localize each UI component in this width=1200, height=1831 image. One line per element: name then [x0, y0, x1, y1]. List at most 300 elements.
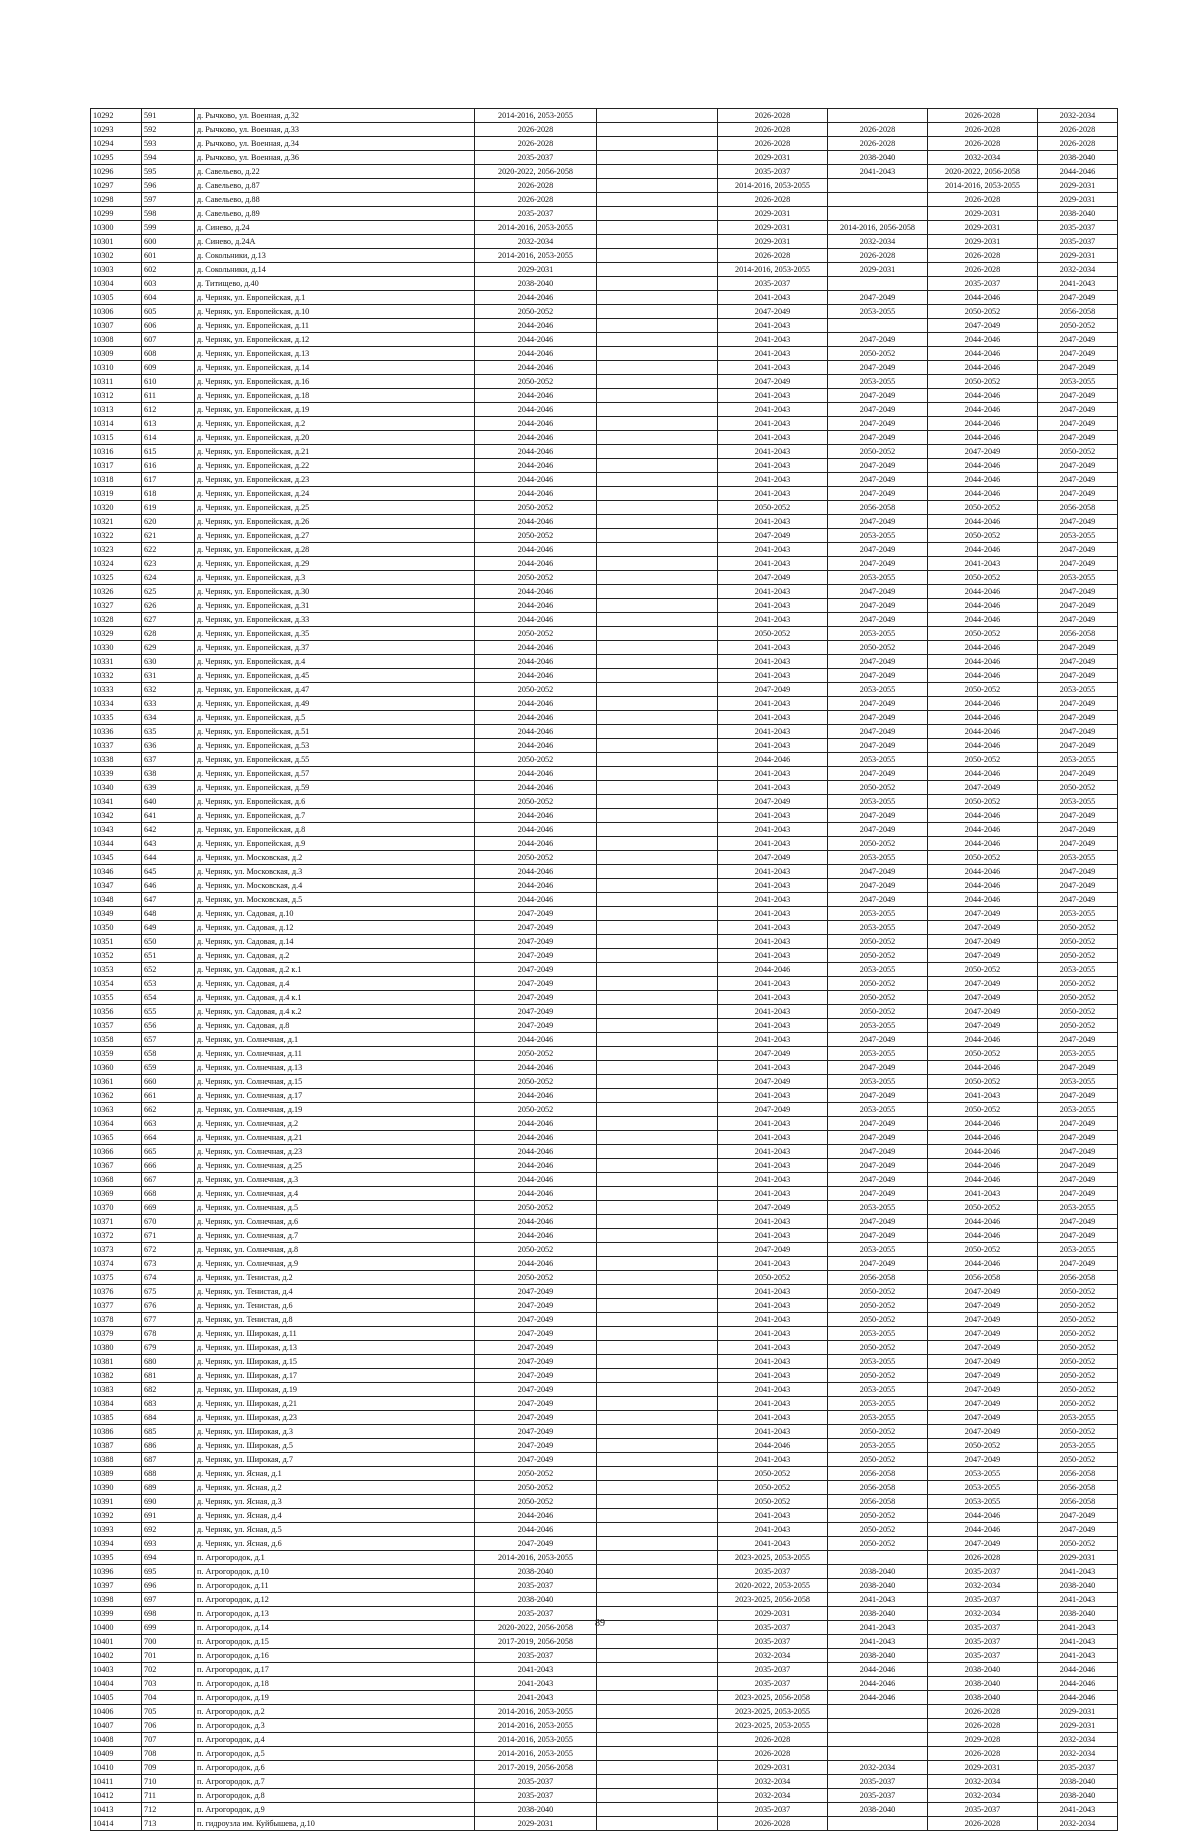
period-col-3-cell: 2047-2049: [828, 865, 928, 879]
period-col-5-cell: 2047-2049: [1038, 655, 1118, 669]
period-col-4-cell: 2041-2043: [928, 1187, 1038, 1201]
period-col-2-cell: 2041-2043: [718, 1523, 828, 1537]
period-col-4-cell: 2044-2046: [928, 669, 1038, 683]
address-cell: д. Черняк, ул. Европейская, д.1: [195, 291, 475, 305]
period-col-5-cell: 2056-2058: [1038, 1467, 1118, 1481]
period-col-3-cell: 2047-2049: [828, 823, 928, 837]
period-col-5-cell: 2047-2049: [1038, 1215, 1118, 1229]
period-col-4-cell: 2047-2049: [928, 1019, 1038, 1033]
row-id-cell: 10325: [91, 571, 142, 585]
empty-cell: [597, 1803, 718, 1817]
period-col-4-cell: 2026-2028: [928, 1747, 1038, 1761]
row-number-cell: 660: [142, 1075, 195, 1089]
row-number-cell: 687: [142, 1453, 195, 1467]
period-col-2-cell: 2041-2043: [718, 1425, 828, 1439]
row-number-cell: 692: [142, 1523, 195, 1537]
period-col-4-cell: 2047-2049: [928, 1453, 1038, 1467]
period-col-4-cell: 2026-2028: [928, 263, 1038, 277]
address-cell: д. Черняк, ул. Московская, д.5: [195, 893, 475, 907]
table-row: [91, 739, 1118, 753]
period-col-2-cell: 2041-2043: [718, 613, 828, 627]
period-col-3-cell: 2035-2037: [828, 1775, 928, 1789]
address-cell: д. Черняк, ул. Ясная, д.2: [195, 1481, 475, 1495]
period-col-5-cell: 2026-2028: [1038, 123, 1118, 137]
row-number-cell: 611: [142, 389, 195, 403]
row-number-cell: 659: [142, 1061, 195, 1075]
period-col-3-cell: 2047-2049: [828, 599, 928, 613]
period-col-5-cell: 2053-2055: [1038, 1103, 1118, 1117]
empty-cell: [597, 263, 718, 277]
period-col-5-cell: 2029-2031: [1038, 179, 1118, 193]
row-id-cell: 10349: [91, 907, 142, 921]
row-number-cell: 686: [142, 1439, 195, 1453]
period-col-5-cell: 2041-2043: [1038, 1803, 1118, 1817]
period-col-4-cell: 2047-2049: [928, 1313, 1038, 1327]
empty-cell: [597, 1425, 718, 1439]
period-col-1-cell: 2050-2052: [475, 375, 597, 389]
row-number-cell: 641: [142, 809, 195, 823]
row-id-cell: 10399: [91, 1607, 142, 1621]
table-row: [91, 809, 1118, 823]
period-col-2-cell: 2047-2049: [718, 851, 828, 865]
empty-cell: [597, 109, 718, 123]
empty-cell: [597, 907, 718, 921]
table-row: [91, 1369, 1118, 1383]
period-col-1-cell: 2044-2046: [475, 403, 597, 417]
table-row: [91, 473, 1118, 487]
empty-cell: [597, 1453, 718, 1467]
row-number-cell: 670: [142, 1215, 195, 1229]
row-id-cell: 10354: [91, 977, 142, 991]
period-col-2-cell: 2041-2043: [718, 767, 828, 781]
address-cell: п. Агрогородок, д.7: [195, 1775, 475, 1789]
address-cell: д. Титищево, д.40: [195, 277, 475, 291]
period-col-1-cell: 2041-2043: [475, 1691, 597, 1705]
address-cell: п. Агрогородок, д.9: [195, 1803, 475, 1817]
period-col-3-cell: 2041-2043: [828, 1635, 928, 1649]
row-number-cell: 695: [142, 1565, 195, 1579]
row-number-cell: 650: [142, 935, 195, 949]
period-col-5-cell: 2050-2052: [1038, 977, 1118, 991]
period-col-1-cell: 2044-2046: [475, 1033, 597, 1047]
row-id-cell: 10346: [91, 865, 142, 879]
empty-cell: [597, 683, 718, 697]
address-cell: д. Черняк, ул. Европейская, д.14: [195, 361, 475, 375]
period-col-3-cell: 2038-2040: [828, 1649, 928, 1663]
address-cell: д. Черняк, ул. Европейская, д.35: [195, 627, 475, 641]
row-number-cell: 634: [142, 711, 195, 725]
period-col-5-cell: 2047-2049: [1038, 291, 1118, 305]
period-col-4-cell: 2044-2046: [928, 1257, 1038, 1271]
address-cell: д. Черняк, ул. Европейская, д.6: [195, 795, 475, 809]
period-col-4-cell: 2050-2052: [928, 963, 1038, 977]
period-col-5-cell: 2050-2052: [1038, 1355, 1118, 1369]
row-number-cell: 627: [142, 613, 195, 627]
empty-cell: [597, 1551, 718, 1565]
row-number-cell: 632: [142, 683, 195, 697]
period-col-2-cell: 2035-2037: [718, 1663, 828, 1677]
period-col-3-cell: 2047-2049: [828, 487, 928, 501]
row-number-cell: 594: [142, 151, 195, 165]
address-cell: д. Черняк, ул. Европейская, д.19: [195, 403, 475, 417]
address-cell: п. Агрогородок, д.12: [195, 1593, 475, 1607]
row-id-cell: 10333: [91, 683, 142, 697]
period-col-2-cell: 2047-2049: [718, 1201, 828, 1215]
table-row: [91, 641, 1118, 655]
table-row: [91, 655, 1118, 669]
period-col-2-cell: 2041-2043: [718, 907, 828, 921]
period-col-2-cell: 2041-2043: [718, 781, 828, 795]
row-id-cell: 10332: [91, 669, 142, 683]
table-row: [91, 1285, 1118, 1299]
row-id-cell: 10339: [91, 767, 142, 781]
period-col-1-cell: 2044-2046: [475, 1145, 597, 1159]
period-col-4-cell: 2044-2046: [928, 739, 1038, 753]
row-id-cell: 10368: [91, 1173, 142, 1187]
period-col-4-cell: 2014-2016, 2053-2055: [928, 179, 1038, 193]
period-col-3-cell: 2053-2055: [828, 1075, 928, 1089]
period-col-2-cell: 2041-2043: [718, 585, 828, 599]
period-col-1-cell: 2047-2049: [475, 1327, 597, 1341]
period-col-4-cell: 2044-2046: [928, 823, 1038, 837]
empty-cell: [597, 1537, 718, 1551]
period-col-3-cell: 2047-2049: [828, 669, 928, 683]
period-col-3-cell: [828, 319, 928, 333]
address-cell: д. Черняк, ул. Ясная, д.3: [195, 1495, 475, 1509]
period-col-5-cell: 2044-2046: [1038, 1677, 1118, 1691]
period-col-3-cell: 2047-2049: [828, 585, 928, 599]
period-col-1-cell: 2050-2052: [475, 851, 597, 865]
row-number-cell: 619: [142, 501, 195, 515]
period-col-2-cell: 2023-2025, 2056-2058: [718, 1691, 828, 1705]
period-col-1-cell: 2038-2040: [475, 277, 597, 291]
row-number-cell: 593: [142, 137, 195, 151]
period-col-2-cell: 2041-2043: [718, 823, 828, 837]
empty-cell: [597, 1271, 718, 1285]
empty-cell: [597, 179, 718, 193]
address-cell: д. Черняк, ул. Ясная, д.5: [195, 1523, 475, 1537]
table-row: [91, 1215, 1118, 1229]
table-row: [91, 1313, 1118, 1327]
row-number-cell: 675: [142, 1285, 195, 1299]
period-col-3-cell: 2056-2058: [828, 501, 928, 515]
row-id-cell: 10341: [91, 795, 142, 809]
table-row: [91, 1019, 1118, 1033]
period-col-4-cell: 2044-2046: [928, 1229, 1038, 1243]
period-col-1-cell: 2047-2049: [475, 949, 597, 963]
row-number-cell: 598: [142, 207, 195, 221]
empty-cell: [597, 571, 718, 585]
period-col-4-cell: 2044-2046: [928, 473, 1038, 487]
row-number-cell: 702: [142, 1663, 195, 1677]
address-cell: д. Черняк, ул. Европейская, д.10: [195, 305, 475, 319]
period-col-4-cell: 2044-2046: [928, 1131, 1038, 1145]
period-col-5-cell: 2047-2049: [1038, 1089, 1118, 1103]
period-col-1-cell: 2035-2037: [475, 1775, 597, 1789]
empty-cell: [597, 333, 718, 347]
row-number-cell: 652: [142, 963, 195, 977]
period-col-2-cell: 2047-2049: [718, 375, 828, 389]
period-col-2-cell: 2029-2031: [718, 207, 828, 221]
row-id-cell: 10321: [91, 515, 142, 529]
table-row: [91, 991, 1118, 1005]
address-cell: д. Савельево, д.22: [195, 165, 475, 179]
empty-cell: [597, 837, 718, 851]
period-col-4-cell: 2029-2031: [928, 235, 1038, 249]
empty-cell: [597, 207, 718, 221]
row-id-cell: 10327: [91, 599, 142, 613]
period-col-1-cell: 2044-2046: [475, 333, 597, 347]
table-row: [91, 879, 1118, 893]
row-id-cell: 10314: [91, 417, 142, 431]
period-col-1-cell: 2044-2046: [475, 515, 597, 529]
row-number-cell: 602: [142, 263, 195, 277]
period-col-2-cell: 2032-2034: [718, 1775, 828, 1789]
period-col-4-cell: 2047-2049: [928, 935, 1038, 949]
address-cell: д. Черняк, ул. Широкая, д.19: [195, 1383, 475, 1397]
period-col-4-cell: 2047-2049: [928, 1383, 1038, 1397]
empty-cell: [597, 725, 718, 739]
period-col-1-cell: 2047-2049: [475, 1019, 597, 1033]
empty-cell: [597, 1369, 718, 1383]
address-cell: д. Черняк, ул. Европейская, д.8: [195, 823, 475, 837]
empty-cell: [597, 1747, 718, 1761]
row-id-cell: 10296: [91, 165, 142, 179]
period-col-1-cell: 2041-2043: [475, 1663, 597, 1677]
address-cell: п. Агрогородок, д.10: [195, 1565, 475, 1579]
period-col-3-cell: 2047-2049: [828, 1173, 928, 1187]
period-col-2-cell: 2041-2043: [718, 697, 828, 711]
row-number-cell: 699: [142, 1621, 195, 1635]
period-col-5-cell: 2050-2052: [1038, 319, 1118, 333]
period-col-3-cell: 2050-2052: [828, 1537, 928, 1551]
period-col-4-cell: 2047-2049: [928, 1369, 1038, 1383]
period-col-1-cell: 2014-2016, 2053-2055: [475, 1747, 597, 1761]
empty-cell: [597, 613, 718, 627]
address-cell: д. Черняк, ул. Ясная, д.6: [195, 1537, 475, 1551]
row-number-cell: 626: [142, 599, 195, 613]
address-cell: п. Агрогородок, д.17: [195, 1663, 475, 1677]
empty-cell: [597, 781, 718, 795]
period-col-5-cell: 2032-2034: [1038, 1733, 1118, 1747]
empty-cell: [597, 1635, 718, 1649]
period-col-1-cell: 2029-2031: [475, 1817, 597, 1831]
row-id-cell: 10382: [91, 1369, 142, 1383]
address-cell: д. Рычково, ул. Военная, д.33: [195, 123, 475, 137]
period-col-4-cell: 2050-2052: [928, 1201, 1038, 1215]
empty-cell: [597, 375, 718, 389]
period-col-5-cell: 2050-2052: [1038, 1299, 1118, 1313]
period-col-5-cell: 2047-2049: [1038, 1509, 1118, 1523]
period-col-4-cell: 2047-2049: [928, 1411, 1038, 1425]
row-id-cell: 10378: [91, 1313, 142, 1327]
row-number-cell: 654: [142, 991, 195, 1005]
row-number-cell: 681: [142, 1369, 195, 1383]
empty-cell: [597, 1005, 718, 1019]
period-col-5-cell: 2047-2049: [1038, 823, 1118, 837]
period-col-1-cell: 2044-2046: [475, 879, 597, 893]
period-col-1-cell: 2035-2037: [475, 1579, 597, 1593]
row-number-cell: 663: [142, 1117, 195, 1131]
period-col-2-cell: 2041-2043: [718, 1453, 828, 1467]
period-col-3-cell: 2044-2046: [828, 1691, 928, 1705]
period-col-2-cell: 2041-2043: [718, 1173, 828, 1187]
period-col-3-cell: 2047-2049: [828, 613, 928, 627]
empty-cell: [597, 151, 718, 165]
period-col-3-cell: 2056-2058: [828, 1467, 928, 1481]
empty-cell: [597, 1565, 718, 1579]
period-col-5-cell: 2047-2049: [1038, 557, 1118, 571]
table-row: [91, 179, 1118, 193]
row-number-cell: 691: [142, 1509, 195, 1523]
table-row: [91, 725, 1118, 739]
address-cell: д. Черняк, ул. Европейская, д.5: [195, 711, 475, 725]
period-col-2-cell: 2026-2028: [718, 193, 828, 207]
period-col-1-cell: 2026-2028: [475, 137, 597, 151]
period-col-5-cell: 2050-2052: [1038, 1327, 1118, 1341]
period-col-5-cell: 2038-2040: [1038, 207, 1118, 221]
period-col-2-cell: 2041-2043: [718, 599, 828, 613]
empty-cell: [597, 445, 718, 459]
period-col-2-cell: 2041-2043: [718, 347, 828, 361]
period-col-2-cell: 2041-2043: [718, 977, 828, 991]
row-number-cell: 603: [142, 277, 195, 291]
address-cell: д. Черняк, ул. Широкая, д.21: [195, 1397, 475, 1411]
empty-cell: [597, 165, 718, 179]
period-col-4-cell: 2044-2046: [928, 697, 1038, 711]
row-id-cell: 10322: [91, 529, 142, 543]
address-cell: д. Сокольники, д.14: [195, 263, 475, 277]
period-col-1-cell: 2050-2052: [475, 1047, 597, 1061]
address-cell: д. Черняк, ул. Солнечная, д.3: [195, 1173, 475, 1187]
period-col-4-cell: 2029-2031: [928, 207, 1038, 221]
address-cell: д. Черняк, ул. Европейская, д.28: [195, 543, 475, 557]
period-col-4-cell: 2044-2046: [928, 1117, 1038, 1131]
address-cell: д. Черняк, ул. Тенистая, д.4: [195, 1285, 475, 1299]
period-col-5-cell: 2050-2052: [1038, 1537, 1118, 1551]
period-col-2-cell: 2041-2043: [718, 1257, 828, 1271]
period-col-5-cell: 2053-2055: [1038, 1243, 1118, 1257]
period-col-3-cell: 2047-2049: [828, 725, 928, 739]
empty-cell: [597, 977, 718, 991]
period-col-3-cell: 2053-2055: [828, 529, 928, 543]
row-id-cell: 10358: [91, 1033, 142, 1047]
period-col-5-cell: 2035-2037: [1038, 235, 1118, 249]
row-id-cell: 10386: [91, 1425, 142, 1439]
period-col-5-cell: 2029-2031: [1038, 1719, 1118, 1733]
address-cell: п. гидроузла им. Куйбышева, д.10: [195, 1817, 475, 1831]
period-col-2-cell: 2041-2043: [718, 1341, 828, 1355]
period-col-2-cell: 2047-2049: [718, 1075, 828, 1089]
period-col-5-cell: 2047-2049: [1038, 865, 1118, 879]
table-row: [91, 1453, 1118, 1467]
address-cell: д. Черняк, ул. Солнечная, д.2: [195, 1117, 475, 1131]
address-cell: д. Черняк, ул. Европейская, д.18: [195, 389, 475, 403]
period-col-5-cell: 2047-2049: [1038, 1033, 1118, 1047]
row-number-cell: 651: [142, 949, 195, 963]
period-col-3-cell: 2032-2034: [828, 1761, 928, 1775]
period-col-2-cell: 2041-2043: [718, 1383, 828, 1397]
address-cell: д. Черняк, ул. Ясная, д.4: [195, 1509, 475, 1523]
table-row: [91, 1775, 1118, 1789]
period-col-3-cell: 2056-2058: [828, 1481, 928, 1495]
empty-cell: [597, 137, 718, 151]
row-id-cell: 10347: [91, 879, 142, 893]
period-col-5-cell: 2047-2049: [1038, 1187, 1118, 1201]
period-col-3-cell: 2038-2040: [828, 1607, 928, 1621]
row-number-cell: 704: [142, 1691, 195, 1705]
row-number-cell: 673: [142, 1257, 195, 1271]
period-col-2-cell: 2041-2043: [718, 473, 828, 487]
table-row: [91, 1733, 1118, 1747]
period-col-5-cell: 2032-2034: [1038, 109, 1118, 123]
row-id-cell: 10306: [91, 305, 142, 319]
row-id-cell: 10359: [91, 1047, 142, 1061]
empty-cell: [597, 473, 718, 487]
period-col-3-cell: 2053-2055: [828, 1243, 928, 1257]
empty-cell: [597, 795, 718, 809]
address-cell: д. Черняк, ул. Европейская, д.13: [195, 347, 475, 361]
row-number-cell: 636: [142, 739, 195, 753]
period-col-2-cell: 2041-2043: [718, 557, 828, 571]
empty-cell: [597, 347, 718, 361]
address-cell: д. Черняк, ул. Солнечная, д.9: [195, 1257, 475, 1271]
address-cell: д. Черняк, ул. Садовая, д.10: [195, 907, 475, 921]
period-col-4-cell: 2053-2055: [928, 1495, 1038, 1509]
row-number-cell: 596: [142, 179, 195, 193]
period-col-4-cell: 2044-2046: [928, 879, 1038, 893]
row-number-cell: 669: [142, 1201, 195, 1215]
period-col-5-cell: 2053-2055: [1038, 851, 1118, 865]
period-col-5-cell: 2047-2049: [1038, 543, 1118, 557]
row-number-cell: 639: [142, 781, 195, 795]
address-cell: д. Черняк, ул. Широкая, д.15: [195, 1355, 475, 1369]
period-col-1-cell: 2050-2052: [475, 529, 597, 543]
address-cell: д. Синево, д.24: [195, 221, 475, 235]
row-id-cell: 10407: [91, 1719, 142, 1733]
empty-cell: [597, 1103, 718, 1117]
period-col-4-cell: 2047-2049: [928, 921, 1038, 935]
row-number-cell: 600: [142, 235, 195, 249]
row-number-cell: 668: [142, 1187, 195, 1201]
empty-cell: [597, 1663, 718, 1677]
row-id-cell: 10372: [91, 1229, 142, 1243]
period-col-1-cell: 2014-2016, 2053-2055: [475, 1551, 597, 1565]
period-col-4-cell: 2047-2049: [928, 1285, 1038, 1299]
row-number-cell: 606: [142, 319, 195, 333]
empty-cell: [597, 641, 718, 655]
row-id-cell: 10302: [91, 249, 142, 263]
period-col-4-cell: 2044-2046: [928, 291, 1038, 305]
address-cell: д. Черняк, ул. Садовая, д.14: [195, 935, 475, 949]
address-cell: д. Черняк, ул. Европейская, д.25: [195, 501, 475, 515]
empty-cell: [597, 935, 718, 949]
period-col-3-cell: 2053-2055: [828, 1397, 928, 1411]
row-id-cell: 10414: [91, 1817, 142, 1831]
table-row: [91, 1509, 1118, 1523]
row-number-cell: 677: [142, 1313, 195, 1327]
row-id-cell: 10360: [91, 1061, 142, 1075]
period-col-5-cell: 2053-2055: [1038, 1201, 1118, 1215]
period-col-1-cell: 2017-2019, 2056-2058: [475, 1635, 597, 1649]
period-col-4-cell: 2044-2046: [928, 487, 1038, 501]
row-number-cell: 690: [142, 1495, 195, 1509]
table-row: [91, 1579, 1118, 1593]
period-col-2-cell: 2026-2028: [718, 1817, 828, 1831]
period-col-3-cell: 2053-2055: [828, 1411, 928, 1425]
period-col-4-cell: 2029-2031: [928, 221, 1038, 235]
period-col-2-cell: 2026-2028: [718, 109, 828, 123]
